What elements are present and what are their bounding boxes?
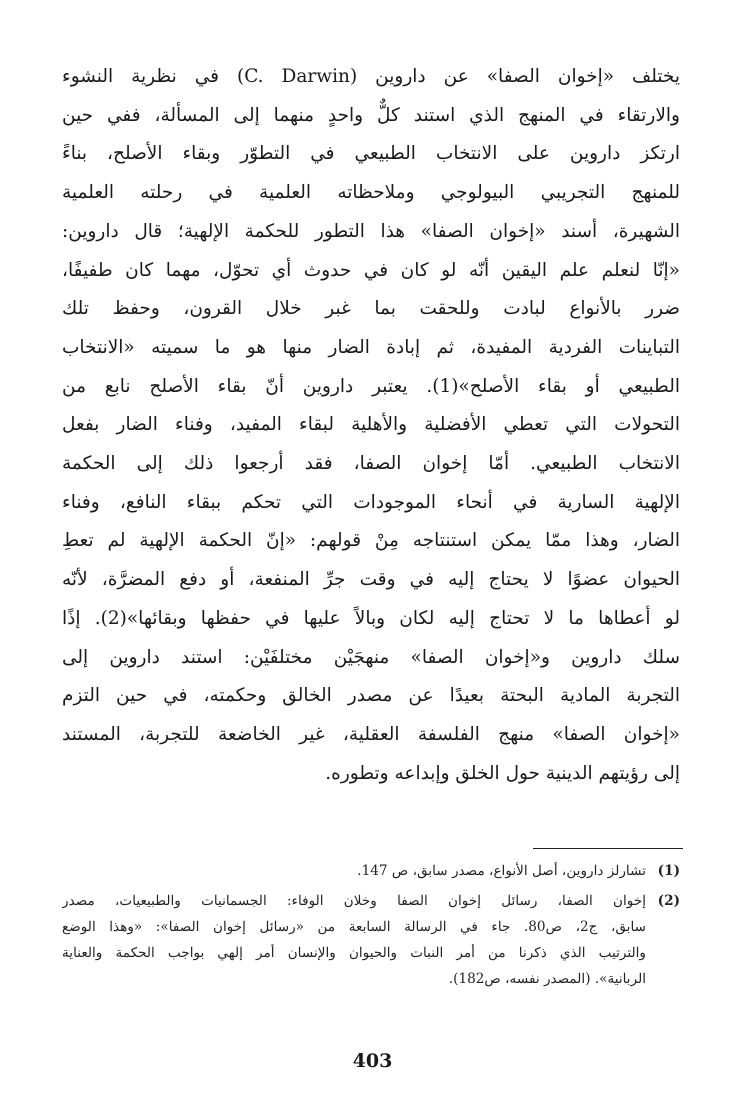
text-line: يختلف «إخوان الصفا» عن داروين (C. Darwin) في نظرية النشوء: [62, 66, 680, 87]
text-line: الشهيرة، أسند «إخوان الصفا» هذا التطور للحكمة الإلهية؛ قال داروين:: [62, 220, 680, 242]
footnote-line: تشارلز داروين، أصل الأنواع، مصدر سابق، ص 147.: [357, 863, 646, 879]
footnote-2: [62, 888, 680, 992]
footnote-line: والترتيب الذي ذكرنا من أمر النبات والحيوان والإنسان أمر إلهي بواجب الحكمة والعناية: [62, 945, 646, 961]
text-line: التباينات الفردية المفيدة، ثم إبادة الضار منها هو ما سميته «الانتخاب: [62, 336, 680, 358]
text-line: لو أعطاها ما لا تحتاج إليه لكان وبالاً عليها في حفظها وبقائها»(2). إذًا: [62, 607, 680, 629]
text-line: «إنّا لنعلم علم اليقين أنّه لو كان في حدوث أي تحوّل، مهما كان طفيفًا،: [62, 259, 680, 281]
footnote-line: الربانية». (المصدر نفسه، ص182).: [448, 971, 646, 987]
footnotes: [62, 858, 680, 996]
footnote-line: إخوان الصفا، رسائل إخوان الصفا وخلان الوفاء: الجسمانيات والطبيعيات، مصدر: [62, 893, 646, 909]
footnote-number: (2): [657, 893, 680, 909]
text-line: الحيوان عضوًا لا يحتاج إليه في وقت جرِّ المنفعة، أو دفع المضرَّة، لأنّه: [62, 569, 680, 591]
page-body: [62, 58, 680, 793]
footnote-separator: [533, 848, 683, 849]
text-line: ارتكز داروين على الانتخاب الطبيعي في التطوّر وبقاء الأصلح، بناءً: [62, 143, 680, 165]
text-line: الإلهية السارية في أنحاء الموجودات التي تحكم ببقاء النافع، وفناء: [62, 491, 680, 513]
text-line: سلك داروين و«إخوان الصفا» منهجَيْن مختلفَيْن: استند داروين إلى: [62, 646, 680, 668]
text-line: للمنهج التجريبي البيولوجي وملاحظاته العلمية في رحلته العلمية: [62, 182, 680, 204]
text-line: الضار، وهذا ممّا يمكن استنتاجه مِنْ قولهم: «إنّ الحكمة الإلهية لم تعطِ: [62, 530, 680, 552]
text-line: التجربة المادية البحتة بعيدًا عن مصدر الخالق وحكمته، في حين التزم: [62, 685, 680, 707]
footnote-1: [62, 858, 680, 884]
text-line: «إخوان الصفا» منهج الفلسفة العقلية، غير الخاضعة للتجربة، المستند: [62, 723, 680, 745]
main-paragraph: [62, 58, 680, 793]
text-line: ضرر بالأنواع لبادت وللحقت بما غبر خلال القرون، وحفظ تلك: [62, 298, 680, 320]
footnote-text: [62, 888, 646, 992]
footnote-line: سابق، ج2، ص80. جاء في الرسالة السابعة من «رسائل إخوان الصفا»: «وهذا الوضع: [62, 919, 646, 935]
text-line: الطبيعي أو بقاء الأصلح»(1). يعتبر داروين أنّ بقاء الأصلح نابع من: [62, 375, 680, 397]
text-line: والارتقاء في المنهج الذي استند كلٌّ واحدٍ منهما إلى المسألة، ففي حين: [62, 104, 680, 126]
footnote-number: (1): [657, 863, 680, 879]
text-line: إلى رؤيتهم الدينية حول الخلق وإبداعه وتطوره.: [325, 762, 680, 784]
text-line: التحولات التي تعطي الأفضلية والأهلية لبقاء المفيد، وفناء الضار بفعل: [62, 414, 680, 436]
footnote-text: [62, 858, 646, 884]
text-line: الانتخاب الطبيعي. أمّا إخوان الصفا، فقد أرجعوا ذلك إلى الحكمة: [62, 453, 680, 475]
page-number: 403: [352, 1050, 393, 1072]
